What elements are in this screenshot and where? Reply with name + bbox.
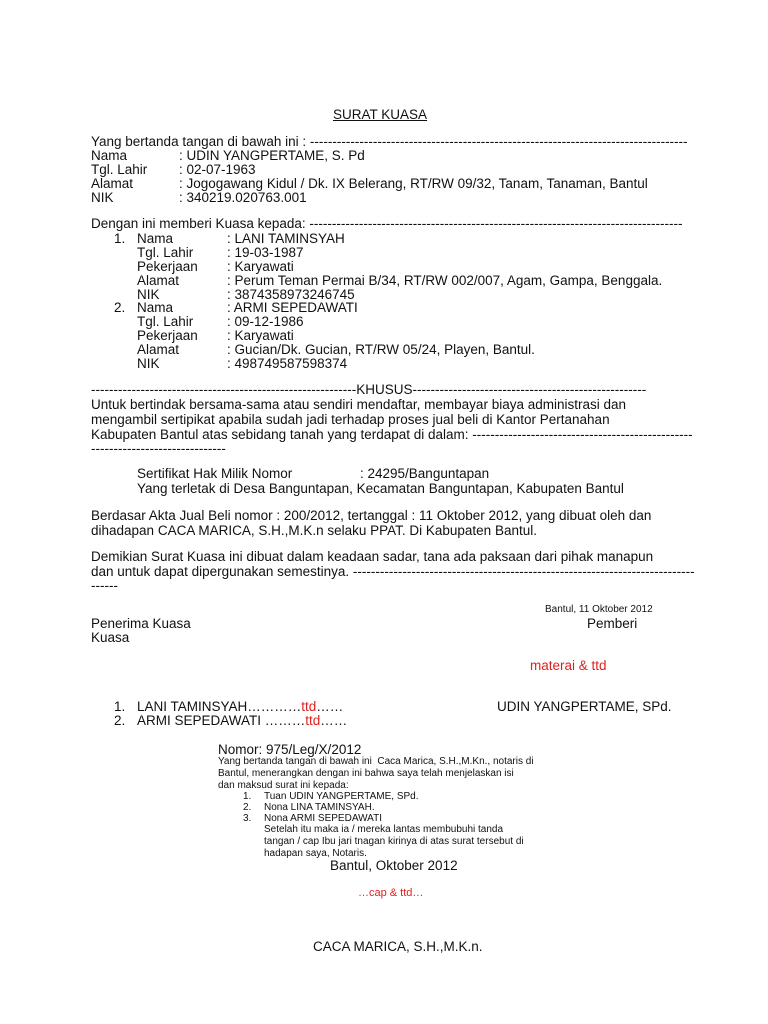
grantee-value: : 09-12-1986 bbox=[227, 314, 304, 329]
grantee-value: : Karyawati bbox=[227, 328, 294, 343]
notary-number: Nomor: 975/Leg/X/2012 bbox=[218, 742, 362, 757]
notary-place-date: Bantul, Oktober 2012 bbox=[330, 858, 458, 873]
notary-item: Nona LINA TAMINSYAH. bbox=[264, 802, 375, 813]
grantor-value: : 340219.020763.001 bbox=[179, 190, 307, 205]
notary-line: dan maksud surat ini kepada: bbox=[218, 780, 349, 791]
grantee-value: : Karyawati bbox=[227, 259, 294, 274]
notary-line: hadapan saya, Notaris. bbox=[264, 848, 367, 859]
grantee-value: : Gucian/Dk. Gucian, RT/RW 05/24, Playen, Bantul. bbox=[227, 342, 535, 357]
giver-name: UDIN YANGPERTAME, SPd. bbox=[497, 699, 672, 714]
ttd-mark: ttd bbox=[305, 713, 321, 728]
paragraph-line: dihadapan CACA MARICA, S.H.,M.K.n selaku PPAT. Di Kabupaten Bantul. bbox=[91, 523, 537, 538]
certificate-number: : 24295/Banguntapan bbox=[360, 466, 490, 481]
dots: …… bbox=[320, 713, 348, 728]
grantee-label: Pekerjaan bbox=[137, 259, 198, 274]
notary-item: Tuan UDIN YANGPERTAME, SPd. bbox=[264, 791, 419, 802]
paragraph-line: dan untuk dapat dipergunakan semestinya. ---------------------------------------------------------------------------- bbox=[91, 564, 695, 579]
notary-line: Yang bertanda tangan di bawah ini Caca Marica, S.H.,M.Kn., notaris di bbox=[218, 756, 534, 767]
list-number: 2. bbox=[114, 713, 126, 728]
document-title: SURAT KUASA bbox=[333, 107, 428, 122]
paragraph-line: Berdasar Akta Jual Beli nomor : 200/2012, tertanggal : 11 Oktober 2012, yang dibuat oleh dan bbox=[91, 508, 652, 523]
paragraph-line: ------------------------------ bbox=[91, 441, 226, 456]
grantee-label: Nama bbox=[137, 231, 174, 246]
list-number: 1. bbox=[114, 699, 126, 714]
list-number: 2. bbox=[243, 802, 252, 813]
notary-line: tangan / cap Ibu jari tnagan kirinya di atas surat tersebut di bbox=[264, 836, 524, 847]
grantee-label: Nama bbox=[137, 300, 174, 315]
notary-item: Nona ARMI SEPEDAWATI bbox=[264, 813, 382, 824]
grantee-value: : ARMI SEPEDAWATI bbox=[227, 300, 358, 315]
grantee-number: 1. bbox=[114, 231, 126, 246]
grantee-number: 2. bbox=[114, 300, 126, 315]
grantee-label: Alamat bbox=[137, 273, 180, 288]
grantor-value: : Jogogawang Kidul / Dk. IX Belerang, RT/RW 09/32, Tanam, Tanaman, Bantul bbox=[179, 176, 648, 191]
paragraph-line: Kabupaten Bantul atas sebidang tanah yang terdapat di dalam: ------------------------------------------------- bbox=[91, 427, 693, 442]
grantee-value: : 498749587598374 bbox=[227, 356, 348, 371]
paragraph-line: mengambil sertipikat apabila sudah jadi terhadap proses jual beli di Kantor Pertanahan bbox=[91, 412, 610, 427]
grantee-label: Tgl. Lahir bbox=[137, 314, 194, 329]
stamp-note: materai & ttd bbox=[530, 658, 607, 673]
grantee-label: NIK bbox=[137, 287, 160, 302]
list-number: 1. bbox=[243, 791, 252, 802]
grantee-value: : Perum Teman Permai B/34, RT/RW 002/007, Agam, Gampa, Benggala. bbox=[227, 273, 663, 288]
list-number: 3. bbox=[243, 813, 252, 824]
grantee-label: Pekerjaan bbox=[137, 328, 198, 343]
notary-line: Bantul, menerangkan dengan ini bahwa saya telah menjelaskan isi bbox=[218, 768, 514, 779]
ttd-mark: ttd bbox=[301, 699, 317, 714]
paragraph-line: Demikian Surat Kuasa ini dibuat dalam keadaan sadar, tana ada paksaan dari pihak manapun bbox=[91, 549, 654, 564]
place-date: Bantul, 11 Oktober 2012 bbox=[545, 604, 653, 615]
grantor-label: NIK bbox=[91, 190, 114, 205]
grantee-value: : 3874358973246745 bbox=[227, 287, 355, 302]
dots: …… bbox=[316, 699, 344, 714]
khusus-divider: -----------------------------------------------------------KHUSUS---------------------------------------------------- bbox=[91, 382, 647, 397]
receiver-name: LANI TAMINSYAH………… bbox=[137, 699, 302, 714]
receiver-name-line bbox=[137, 713, 347, 728]
paragraph-line: Untuk bertindak bersama-sama atau sendiri mendaftar, membayar biaya administrasi dan bbox=[91, 397, 627, 412]
paragraph-line: ------ bbox=[91, 578, 118, 593]
receiver-heading-cont: Kuasa bbox=[91, 630, 130, 645]
grantee-value: : 19-03-1987 bbox=[227, 245, 304, 260]
receiver-name: ARMI SEPEDAWATI ……… bbox=[137, 713, 306, 728]
giver-heading: Pemberi bbox=[587, 616, 638, 631]
notary-stamp-note: …cap & ttd… bbox=[358, 887, 424, 899]
certificate-location: Yang terletak di Desa Banguntapan, Kecamatan Banguntapan, Kabupaten Bantul bbox=[137, 481, 624, 496]
grantor-intro: Yang bertanda tangan di bawah ini : ------------------------------------------------------------------------------------ bbox=[91, 134, 688, 149]
grantor-label: Tgl. Lahir bbox=[91, 162, 148, 177]
grantor-value: : 02-07-1963 bbox=[179, 162, 256, 177]
grantee-label: Tgl. Lahir bbox=[137, 245, 194, 260]
grantees-intro: Dengan ini memberi Kuasa kepada: ----------------------------------------------------------------------------------- bbox=[91, 216, 683, 231]
grantee-label: Alamat bbox=[137, 342, 180, 357]
receiver-name-line bbox=[137, 699, 343, 714]
grantee-value: : LANI TAMINSYAH bbox=[227, 231, 345, 246]
grantor-label: Nama bbox=[91, 148, 128, 163]
receiver-heading: Penerima Kuasa bbox=[91, 616, 191, 631]
notary-line: Setelah itu maka ia / mereka lantas membubuhi tanda bbox=[264, 824, 504, 835]
grantor-label: Alamat bbox=[91, 176, 134, 191]
grantor-value: : UDIN YANGPERTAME, S. Pd bbox=[179, 148, 365, 163]
notary-name: CACA MARICA, S.H.,M.K.n. bbox=[313, 939, 483, 954]
certificate-label: Sertifikat Hak Milik Nomor bbox=[137, 466, 293, 481]
grantee-label: NIK bbox=[137, 356, 160, 371]
